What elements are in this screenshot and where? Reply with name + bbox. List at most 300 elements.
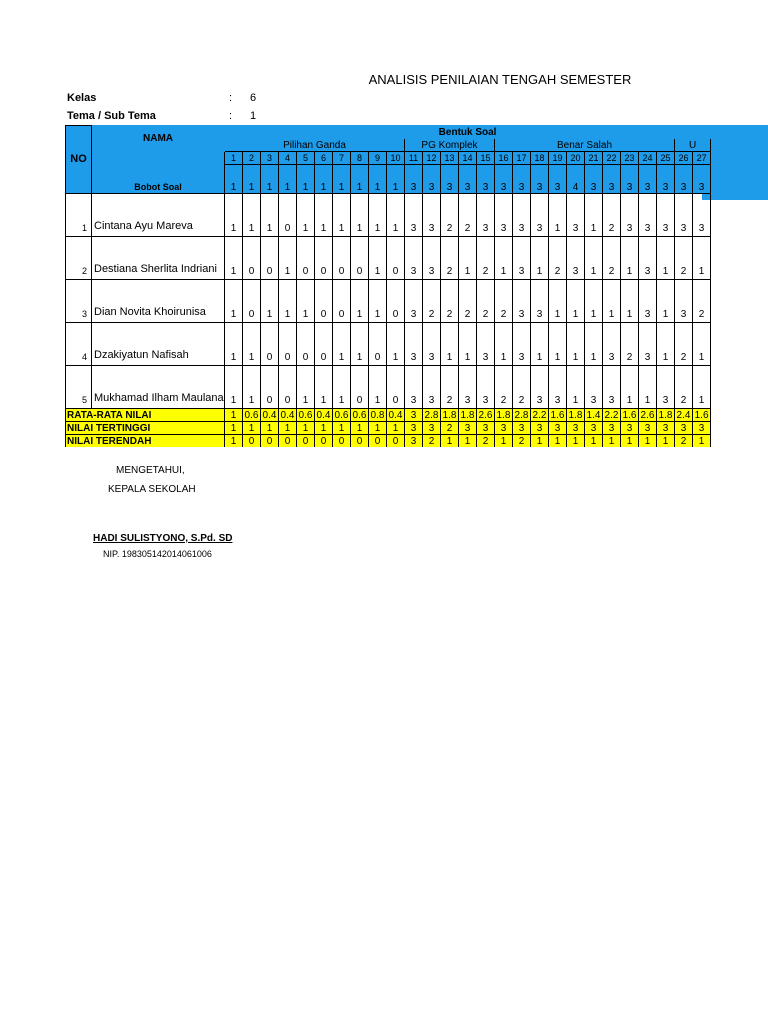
bobot-value: 3: [495, 165, 513, 194]
score-cell: 2: [495, 280, 513, 323]
score-cell: 1: [459, 237, 477, 280]
question-number: 26: [675, 152, 693, 165]
question-number: 4: [279, 152, 297, 165]
meta-colon-tema: :: [229, 110, 233, 122]
bobot-value: 3: [405, 165, 423, 194]
stat-value: 3: [531, 422, 549, 435]
score-cell: 1: [243, 366, 261, 409]
student-name: Destiana Sherlita Indriani: [92, 237, 225, 280]
score-cell: 1: [549, 280, 567, 323]
bobot-value: 1: [261, 165, 279, 194]
score-cell: 1: [621, 237, 639, 280]
header-bentuk-soal: Bentuk Soal: [225, 126, 711, 139]
score-cell: 0: [297, 237, 315, 280]
stat-value: 3: [477, 422, 495, 435]
meta-label-kelas: Kelas: [67, 92, 97, 104]
score-cell: 3: [585, 366, 603, 409]
score-cell: 0: [315, 280, 333, 323]
bobot-value: 3: [639, 165, 657, 194]
score-cell: 0: [315, 237, 333, 280]
score-cell: 3: [657, 194, 675, 237]
question-number: 17: [513, 152, 531, 165]
stat-label: NILAI TERTINGGI: [66, 422, 225, 435]
score-cell: 1: [567, 280, 585, 323]
score-cell: 3: [657, 366, 675, 409]
score-cell: 2: [675, 237, 693, 280]
question-number: 18: [531, 152, 549, 165]
score-cell: 1: [351, 194, 369, 237]
meta-value-kelas: 6: [250, 92, 257, 104]
stat-value: 1.8: [495, 409, 513, 422]
score-cell: 3: [495, 194, 513, 237]
score-cell: 0: [279, 194, 297, 237]
score-cell: 1: [333, 194, 351, 237]
score-cell: 3: [477, 194, 495, 237]
question-number: 1: [225, 152, 243, 165]
table-row: [66, 237, 711, 280]
stat-value: 1: [225, 409, 243, 422]
header-nama: NAMA: [92, 126, 225, 152]
stat-value: 2: [513, 435, 531, 448]
score-cell: 2: [423, 280, 441, 323]
stat-value: 1.8: [567, 409, 585, 422]
score-cell: 1: [441, 323, 459, 366]
stat-value: 3: [549, 422, 567, 435]
stat-value: 0: [369, 435, 387, 448]
score-cell: 3: [477, 366, 495, 409]
meta-label-tema: Tema / Sub Tema: [67, 110, 156, 122]
score-cell: 1: [585, 237, 603, 280]
question-number: 6: [315, 152, 333, 165]
student-name: Cintana Ayu Mareva: [92, 194, 225, 237]
score-cell: 2: [459, 280, 477, 323]
score-cell: 3: [513, 323, 531, 366]
score-cell: 1: [225, 366, 243, 409]
stat-value: 0.8: [369, 409, 387, 422]
score-cell: 1: [369, 366, 387, 409]
stat-value: 2.4: [675, 409, 693, 422]
score-cell: 2: [675, 366, 693, 409]
stat-value: 1.6: [549, 409, 567, 422]
score-cell: 1: [657, 237, 675, 280]
stat-value: 1: [369, 422, 387, 435]
bobot-value: 3: [459, 165, 477, 194]
stat-value: 3: [585, 422, 603, 435]
bobot-value: 1: [279, 165, 297, 194]
score-cell: 2: [603, 237, 621, 280]
stat-value: 2: [675, 435, 693, 448]
stat-value: 2: [441, 422, 459, 435]
score-cell: 1: [567, 366, 585, 409]
stat-value: 0.6: [297, 409, 315, 422]
bobot-value: 1: [315, 165, 333, 194]
stat-value: 3: [459, 422, 477, 435]
bobot-value: 1: [243, 165, 261, 194]
stat-value: 0: [315, 435, 333, 448]
score-cell: 0: [315, 323, 333, 366]
score-cell: 2: [603, 194, 621, 237]
stat-value: 3: [405, 409, 423, 422]
stat-value: 0: [243, 435, 261, 448]
score-cell: 0: [261, 366, 279, 409]
question-number: 27: [693, 152, 711, 165]
stat-value: 0: [261, 435, 279, 448]
score-cell: 3: [675, 280, 693, 323]
score-cell: 1: [297, 280, 315, 323]
question-number: 5: [297, 152, 315, 165]
analysis-table-wrapper: [65, 125, 768, 447]
score-cell: 3: [405, 237, 423, 280]
question-number: 20: [567, 152, 585, 165]
score-cell: 0: [297, 323, 315, 366]
stat-value: 0.4: [387, 409, 405, 422]
signature-nip: NIP. 198305142014061006: [103, 549, 212, 559]
student-no: 1: [66, 194, 92, 237]
bobot-value: 3: [621, 165, 639, 194]
score-cell: 1: [333, 366, 351, 409]
header-bobot-label: Bobot Soal: [92, 152, 225, 194]
stat-value: 3: [603, 422, 621, 435]
score-cell: 2: [477, 280, 495, 323]
score-cell: 0: [333, 280, 351, 323]
stat-value: 1: [279, 422, 297, 435]
score-cell: 1: [315, 366, 333, 409]
score-cell: 2: [675, 323, 693, 366]
stat-value: 0: [279, 435, 297, 448]
score-cell: 3: [603, 366, 621, 409]
question-number: 16: [495, 152, 513, 165]
score-cell: 3: [675, 194, 693, 237]
table-row: [66, 366, 711, 409]
page-title: ANALISIS PENILAIAN TENGAH SEMESTER: [368, 72, 632, 87]
stat-value: 2: [477, 435, 495, 448]
score-cell: 0: [279, 323, 297, 366]
score-cell: 1: [585, 280, 603, 323]
stat-value: 1: [621, 435, 639, 448]
question-number: 8: [351, 152, 369, 165]
stat-value: 1: [693, 435, 711, 448]
score-cell: 3: [549, 366, 567, 409]
score-cell: 3: [423, 366, 441, 409]
bobot-value: 1: [225, 165, 243, 194]
stat-value: 0.4: [279, 409, 297, 422]
score-cell: 1: [297, 366, 315, 409]
score-cell: 1: [369, 194, 387, 237]
header-no: NO: [66, 126, 92, 194]
score-cell: 2: [495, 366, 513, 409]
stat-value: 2.8: [513, 409, 531, 422]
question-number: 15: [477, 152, 495, 165]
score-cell: 1: [459, 323, 477, 366]
score-cell: 1: [225, 280, 243, 323]
table-row: [66, 194, 711, 237]
header-group-3: U: [675, 139, 711, 152]
stat-value: 2.6: [639, 409, 657, 422]
score-cell: 3: [621, 194, 639, 237]
score-cell: 0: [243, 237, 261, 280]
bobot-value: 3: [441, 165, 459, 194]
signature-position: KEPALA SEKOLAH: [108, 484, 196, 495]
score-cell: 1: [603, 280, 621, 323]
score-cell: 2: [513, 366, 531, 409]
student-name: Dian Novita Khoirunisa: [92, 280, 225, 323]
score-cell: 2: [441, 280, 459, 323]
signature-acknowledge: MENGETAHUI,: [116, 465, 185, 476]
bobot-value: 3: [477, 165, 495, 194]
score-cell: 1: [225, 237, 243, 280]
stat-value: 0.6: [351, 409, 369, 422]
stat-value: 0.6: [333, 409, 351, 422]
stat-value: 2.2: [603, 409, 621, 422]
stat-value: 1.4: [585, 409, 603, 422]
score-cell: 0: [351, 366, 369, 409]
score-cell: 1: [495, 237, 513, 280]
score-cell: 3: [477, 323, 495, 366]
stat-value: 1: [441, 435, 459, 448]
score-cell: 1: [351, 280, 369, 323]
score-cell: 1: [531, 237, 549, 280]
score-cell: 2: [621, 323, 639, 366]
stat-value: 1: [603, 435, 621, 448]
score-cell: 3: [405, 194, 423, 237]
meta-value-tema: 1: [250, 110, 257, 122]
stat-value: 1: [639, 435, 657, 448]
stat-value: 1: [261, 422, 279, 435]
student-no: 3: [66, 280, 92, 323]
student-no: 2: [66, 237, 92, 280]
student-name: Mukhamad Ilham Maulana: [92, 366, 225, 409]
stat-value: 3: [621, 422, 639, 435]
score-cell: 1: [693, 323, 711, 366]
score-cell: 0: [387, 366, 405, 409]
stat-value: 3: [423, 422, 441, 435]
stat-value: 3: [495, 422, 513, 435]
stat-value: 3: [693, 422, 711, 435]
table-row: [66, 323, 711, 366]
question-number: 9: [369, 152, 387, 165]
score-cell: 3: [693, 194, 711, 237]
score-cell: 2: [693, 280, 711, 323]
header-group-0: Pilihan Ganda: [225, 139, 405, 152]
score-cell: 2: [477, 237, 495, 280]
bobot-value: 1: [333, 165, 351, 194]
score-cell: 3: [531, 280, 549, 323]
score-cell: 2: [441, 237, 459, 280]
bobot-value: 3: [675, 165, 693, 194]
stat-value: 1: [297, 422, 315, 435]
score-cell: 1: [225, 323, 243, 366]
score-cell: 3: [567, 237, 585, 280]
question-number: 21: [585, 152, 603, 165]
score-cell: 1: [351, 323, 369, 366]
stat-value: 1: [459, 435, 477, 448]
score-cell: 1: [279, 280, 297, 323]
question-number: 2: [243, 152, 261, 165]
question-number: 7: [333, 152, 351, 165]
question-number: 12: [423, 152, 441, 165]
score-cell: 3: [423, 237, 441, 280]
stat-value: 1.6: [693, 409, 711, 422]
score-cell: 0: [261, 237, 279, 280]
score-cell: 3: [639, 323, 657, 366]
analysis-table: [65, 125, 711, 447]
bobot-value: 3: [423, 165, 441, 194]
score-cell: 1: [261, 280, 279, 323]
question-number: 25: [657, 152, 675, 165]
stat-value: 1.6: [621, 409, 639, 422]
score-cell: 1: [495, 323, 513, 366]
question-number: 11: [405, 152, 423, 165]
score-cell: 1: [225, 194, 243, 237]
student-no: 4: [66, 323, 92, 366]
score-cell: 3: [513, 194, 531, 237]
score-cell: 2: [549, 237, 567, 280]
student-no: 5: [66, 366, 92, 409]
bobot-value: 1: [387, 165, 405, 194]
question-number: 13: [441, 152, 459, 165]
stat-value: 1: [333, 422, 351, 435]
stat-value: 2.8: [423, 409, 441, 422]
stat-value: 0.6: [243, 409, 261, 422]
stat-value: 3: [657, 422, 675, 435]
stat-value: 0: [387, 435, 405, 448]
stat-label: RATA-RATA NILAI: [66, 409, 225, 422]
score-cell: 1: [387, 194, 405, 237]
stat-value: 1: [567, 435, 585, 448]
bobot-value: 3: [603, 165, 621, 194]
student-name: Dzakiyatun Nafisah: [92, 323, 225, 366]
score-cell: 3: [513, 237, 531, 280]
stat-row: [66, 435, 711, 448]
score-cell: 3: [531, 366, 549, 409]
stat-value: 1.8: [459, 409, 477, 422]
score-cell: 1: [531, 323, 549, 366]
stat-value: 3: [675, 422, 693, 435]
question-number: 22: [603, 152, 621, 165]
stat-value: 3: [405, 435, 423, 448]
score-cell: 3: [513, 280, 531, 323]
score-cell: 1: [549, 194, 567, 237]
bobot-value: 3: [585, 165, 603, 194]
score-cell: 0: [333, 237, 351, 280]
header-group-1: PG Komplek: [405, 139, 495, 152]
score-cell: 0: [387, 237, 405, 280]
score-cell: 3: [459, 366, 477, 409]
score-cell: 0: [387, 280, 405, 323]
score-cell: 0: [351, 237, 369, 280]
stat-row: [66, 409, 711, 422]
score-cell: 1: [333, 323, 351, 366]
score-cell: 1: [315, 194, 333, 237]
score-cell: 1: [693, 237, 711, 280]
score-cell: 1: [369, 237, 387, 280]
stat-value: 0: [333, 435, 351, 448]
stat-value: 1: [585, 435, 603, 448]
score-cell: 1: [621, 280, 639, 323]
score-cell: 0: [369, 323, 387, 366]
stat-value: 2.2: [531, 409, 549, 422]
score-cell: 3: [405, 323, 423, 366]
score-cell: 1: [243, 323, 261, 366]
signature-name: HADI SULISTYONO, S.Pd. SD: [93, 533, 233, 544]
question-number: 23: [621, 152, 639, 165]
bobot-value: 3: [693, 165, 711, 194]
bobot-value: 4: [567, 165, 585, 194]
score-cell: 1: [549, 323, 567, 366]
stat-value: 2: [423, 435, 441, 448]
score-cell: 1: [639, 366, 657, 409]
stat-value: 0.4: [315, 409, 333, 422]
score-cell: 3: [423, 323, 441, 366]
bobot-value: 3: [549, 165, 567, 194]
stat-value: 1: [225, 422, 243, 435]
stat-value: 1: [387, 422, 405, 435]
stat-value: 0: [297, 435, 315, 448]
score-cell: 1: [387, 323, 405, 366]
header-group-2: Benar Salah: [495, 139, 675, 152]
score-cell: 1: [369, 280, 387, 323]
stat-value: 1: [549, 435, 567, 448]
question-number: 10: [387, 152, 405, 165]
question-number: 19: [549, 152, 567, 165]
stat-value: 1.8: [441, 409, 459, 422]
score-cell: 0: [261, 323, 279, 366]
stat-value: 1: [495, 435, 513, 448]
score-cell: 0: [243, 280, 261, 323]
score-cell: 3: [603, 323, 621, 366]
question-number: 24: [639, 152, 657, 165]
bobot-value: 1: [351, 165, 369, 194]
score-cell: 3: [423, 194, 441, 237]
score-cell: 3: [567, 194, 585, 237]
stat-value: 1: [225, 435, 243, 448]
score-cell: 1: [657, 323, 675, 366]
stat-value: 1: [657, 435, 675, 448]
score-cell: 2: [459, 194, 477, 237]
stat-value: 1.8: [657, 409, 675, 422]
score-cell: 0: [279, 366, 297, 409]
stat-value: 0: [351, 435, 369, 448]
score-cell: 3: [639, 237, 657, 280]
score-cell: 2: [441, 194, 459, 237]
bobot-value: 3: [531, 165, 549, 194]
stat-value: 2.6: [477, 409, 495, 422]
score-cell: 1: [621, 366, 639, 409]
stat-value: 3: [513, 422, 531, 435]
stat-value: 3: [405, 422, 423, 435]
score-cell: 3: [639, 194, 657, 237]
score-cell: 1: [297, 194, 315, 237]
score-cell: 1: [279, 237, 297, 280]
stat-value: 1: [243, 422, 261, 435]
bobot-value: 3: [513, 165, 531, 194]
stat-value: 1: [351, 422, 369, 435]
stat-value: 3: [567, 422, 585, 435]
score-cell: 3: [639, 280, 657, 323]
bobot-value: 1: [369, 165, 387, 194]
meta-colon-kelas: :: [229, 92, 233, 104]
score-cell: 3: [405, 280, 423, 323]
score-cell: 1: [261, 194, 279, 237]
stat-value: 0.4: [261, 409, 279, 422]
score-cell: 1: [657, 280, 675, 323]
table-row: [66, 280, 711, 323]
score-cell: 3: [405, 366, 423, 409]
score-cell: 1: [693, 366, 711, 409]
score-cell: 3: [531, 194, 549, 237]
stat-label: NILAI TERENDAH: [66, 435, 225, 448]
question-number: 3: [261, 152, 279, 165]
